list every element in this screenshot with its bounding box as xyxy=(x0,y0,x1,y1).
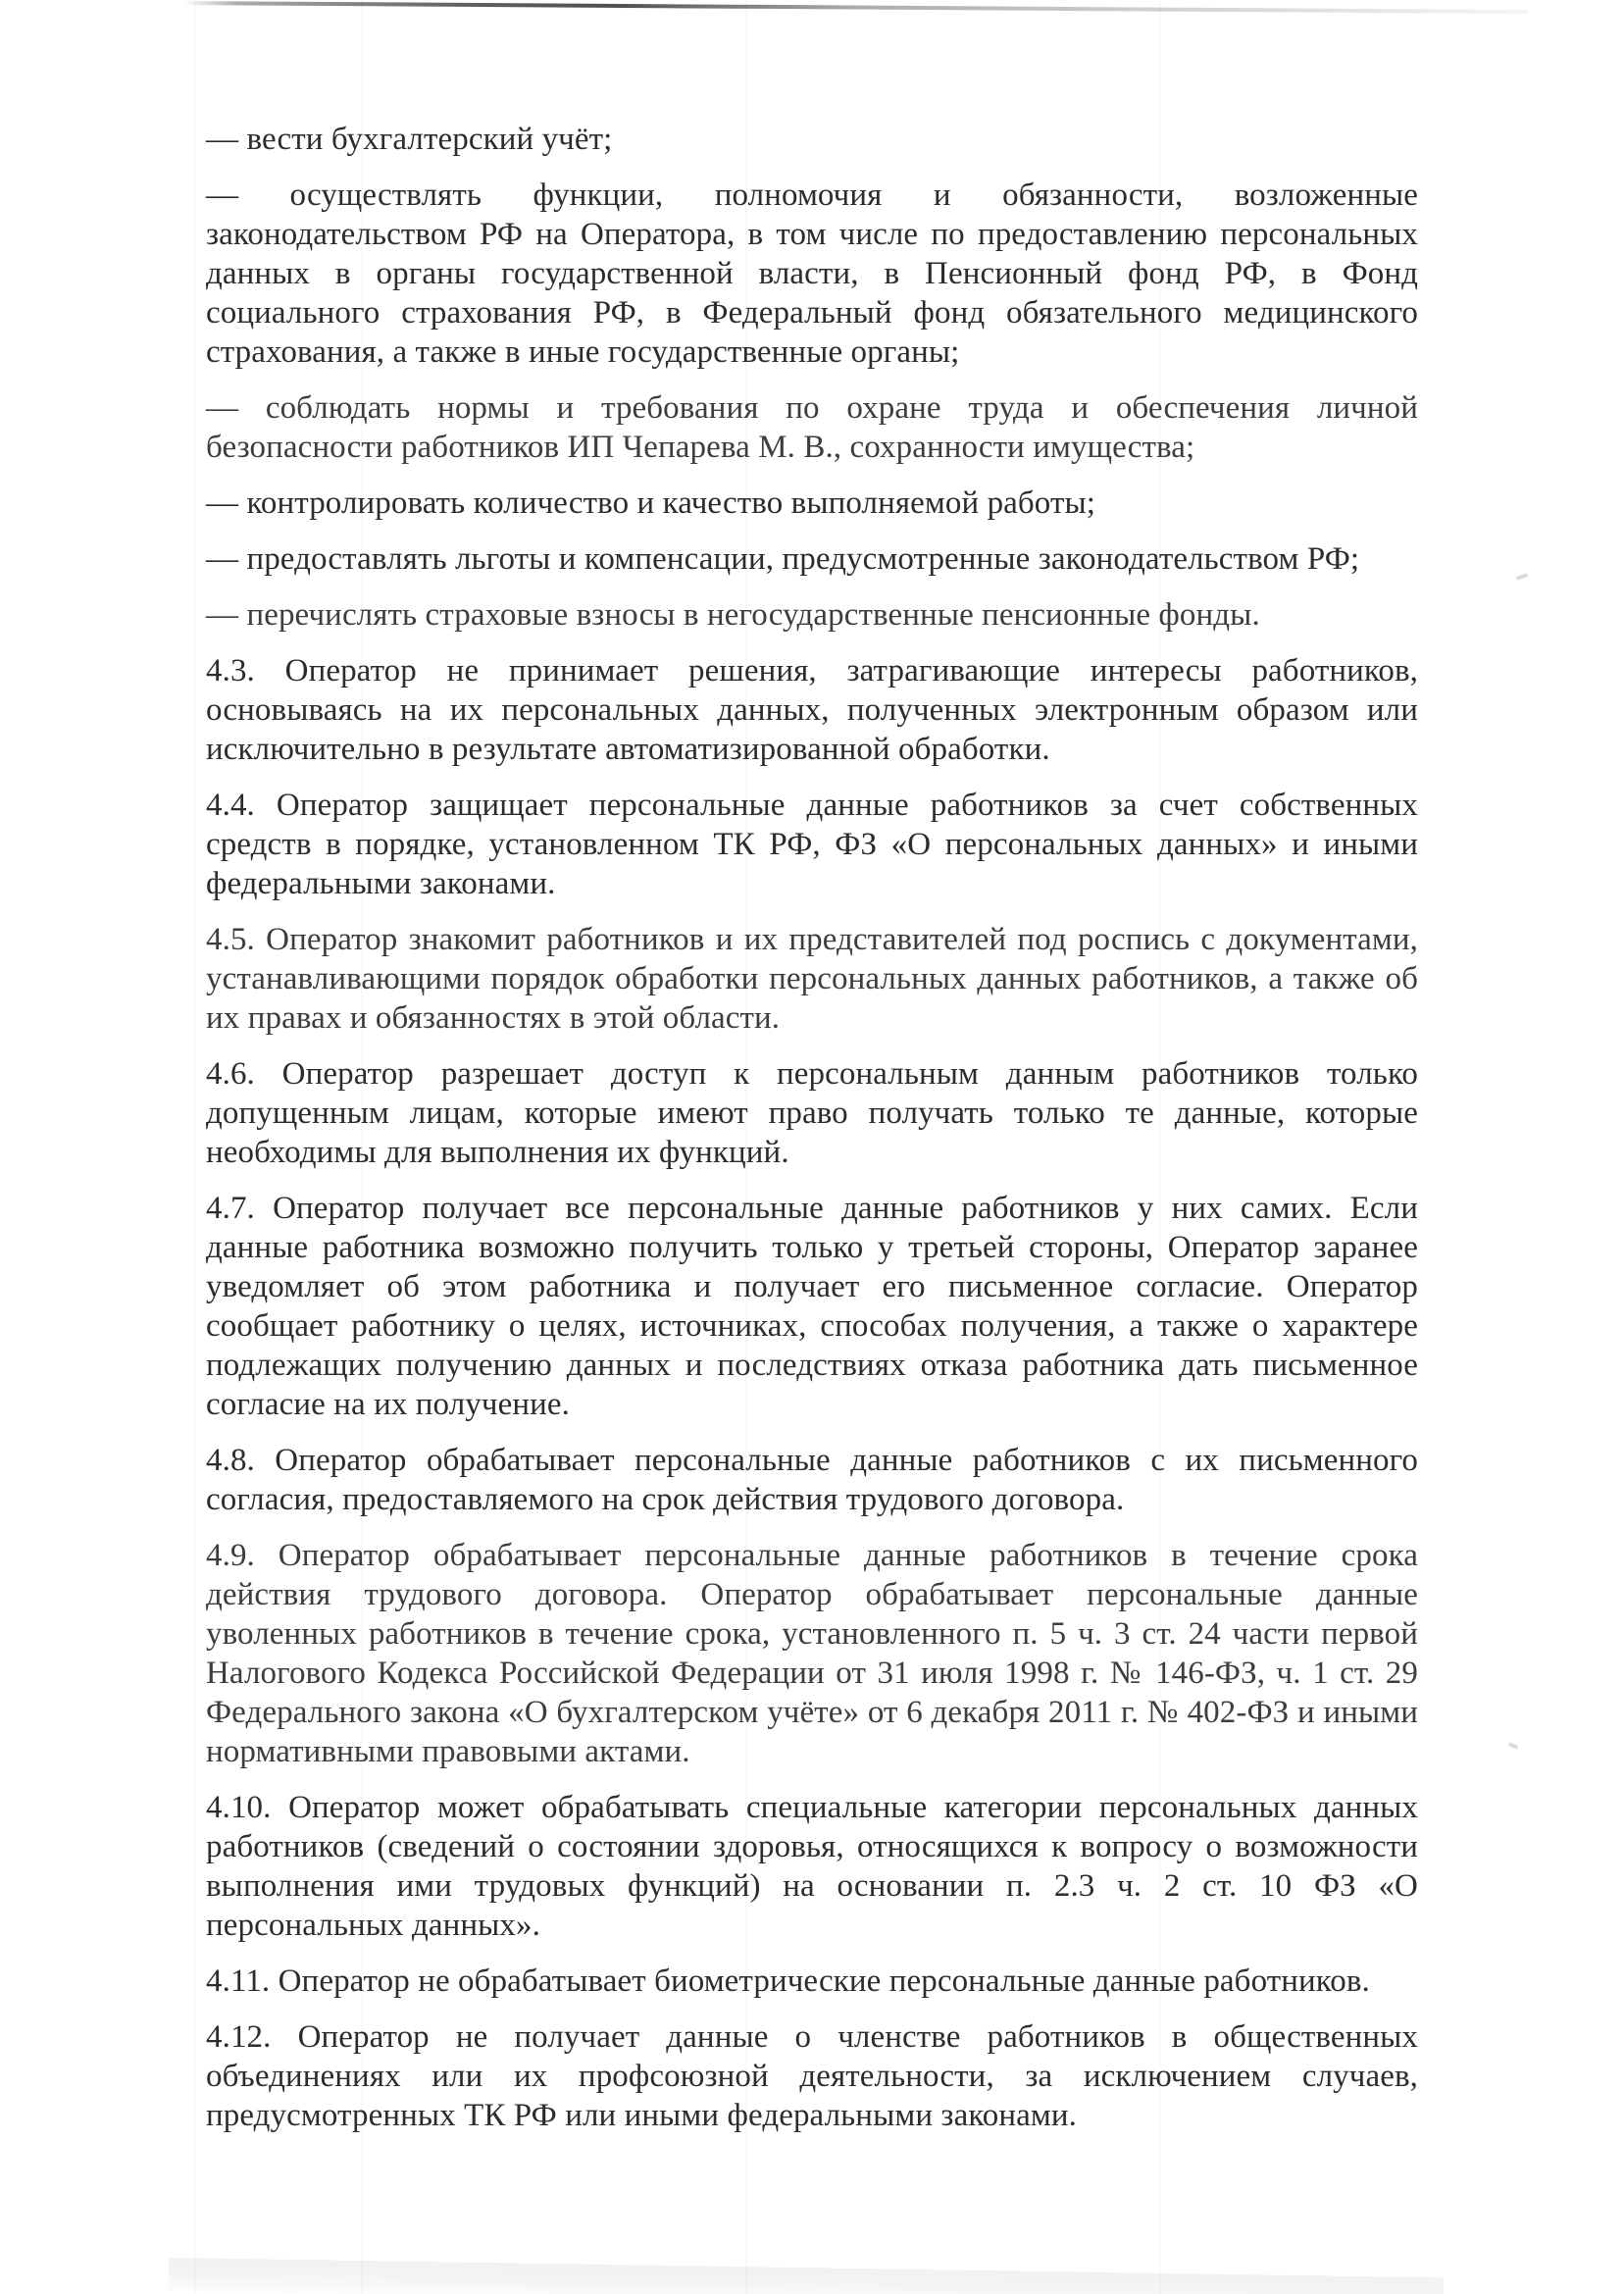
clause-4-12: 4.12. Оператор не получает данные о членстве работников в общественных объединениях или их профсоюзной деятельности, за исключением случаев, предусмотренных ТК РФ или иными федеральными законами. xyxy=(206,2019,1418,2133)
list-item-labor-safety: — соблюдать нормы и требования по охране труда и обеспечения личной безопасности работников ИП Чепарева М. В., сохранности имущества; xyxy=(206,390,1418,465)
clause-4-5: 4.5. Оператор знакомит работников и их представителей под роспись с документами, устанавливающими порядок обработки персональных данных работников, а также об их правах и обязанностях в этой области. xyxy=(206,922,1418,1036)
scan-speck xyxy=(1508,1742,1519,1750)
clause-4-8: 4.8. Оператор обрабатывает персональные данные работников с их письменного согласия, предоставляемого на срок действия трудового договора. xyxy=(206,1443,1418,1517)
clause-4-9: 4.9. Оператор обрабатывает персональные данные работников в течение срока действия трудового договора. Оператор обрабатывает персональные данные уволенных работников в течение срока, установленного п. 5 ч. 3 ст. 24 части первой Налогового Кодекса Российской Федерации от 31 июля 1998 г. № 146-ФЗ, ч. 1 ст. 29 Федерального закона «О бухгалтерском учёте» от 6 декабря 2011 г. № 402-ФЗ и иными нормативными правовыми актами. xyxy=(206,1538,1418,1769)
scan-fold-line xyxy=(194,0,196,2294)
list-item-work-quality: — контролировать количество и качество выполняемой работы; xyxy=(206,485,1096,521)
scan-artifact-top-line xyxy=(184,1,1528,14)
clause-4-10: 4.10. Оператор может обрабатывать специальные категории персональных данных работников (сведений о состоянии здоровья, относящихся к вопросу о возможности выполнения ими трудовых функций) на основании п. 2.3 ч. 2 ст. 10 ФЗ «О персональных данных». xyxy=(206,1790,1418,1943)
clause-4-4: 4.4. Оператор защищает персональные данные работников за счет собственных средств в порядке, установленном ТК РФ, ФЗ «О персональных данных» и иными федеральными законами. xyxy=(206,788,1418,901)
list-item-accounting: — вести бухгалтерский учёт; xyxy=(206,122,613,157)
scan-artifact-bottom-band xyxy=(168,2258,1443,2294)
list-item-functions-duties: — осуществлять функции, полномочия и обязанности, возложенные законодательством РФ на Оператора, в том числе по предоставлению персональных данных в органы государственной власти, в Пенсионный фонд РФ, в Фонд социального страхования РФ, в Федеральный фонд обязательного медицинского страхования, а также в иные государственные органы; xyxy=(206,178,1418,370)
clause-4-3: 4.3. Оператор не принимает решения, затрагивающие интересы работников, основываясь на их персональных данных, полученных электронным образом или исключительно в результате автоматизированной обработки. xyxy=(206,653,1418,767)
list-item-benefits: — предоставлять льготы и компенсации, предусмотренные законодательством РФ; xyxy=(206,541,1360,577)
list-item-pension-contributions: — перечислять страховые взносы в негосударственные пенсионные фонды. xyxy=(206,597,1260,633)
document-text-block xyxy=(206,120,1418,2152)
scan-speck xyxy=(1516,573,1529,581)
clause-4-7: 4.7. Оператор получает все персональные данные работников у них самих. Если данные работника возможно получить только у третьей стороны, Оператор заранее уведомляет об этом работника и получает его письменное согласие. Оператор сообщает работнику о целях, источниках, способах получения, а также о характере подлежащих получению данных и последствиях отказа работника дать письменное согласие на их получение. xyxy=(206,1191,1418,1422)
clause-4-11: 4.11. Оператор не обрабатывает биометрические персональные данные работников. xyxy=(206,1963,1370,1999)
clause-4-6: 4.6. Оператор разрешает доступ к персональным данным работников только допущенным лицам, которые имеют право получать только те данные, которые необходимы для выполнения их функций. xyxy=(206,1056,1418,1170)
